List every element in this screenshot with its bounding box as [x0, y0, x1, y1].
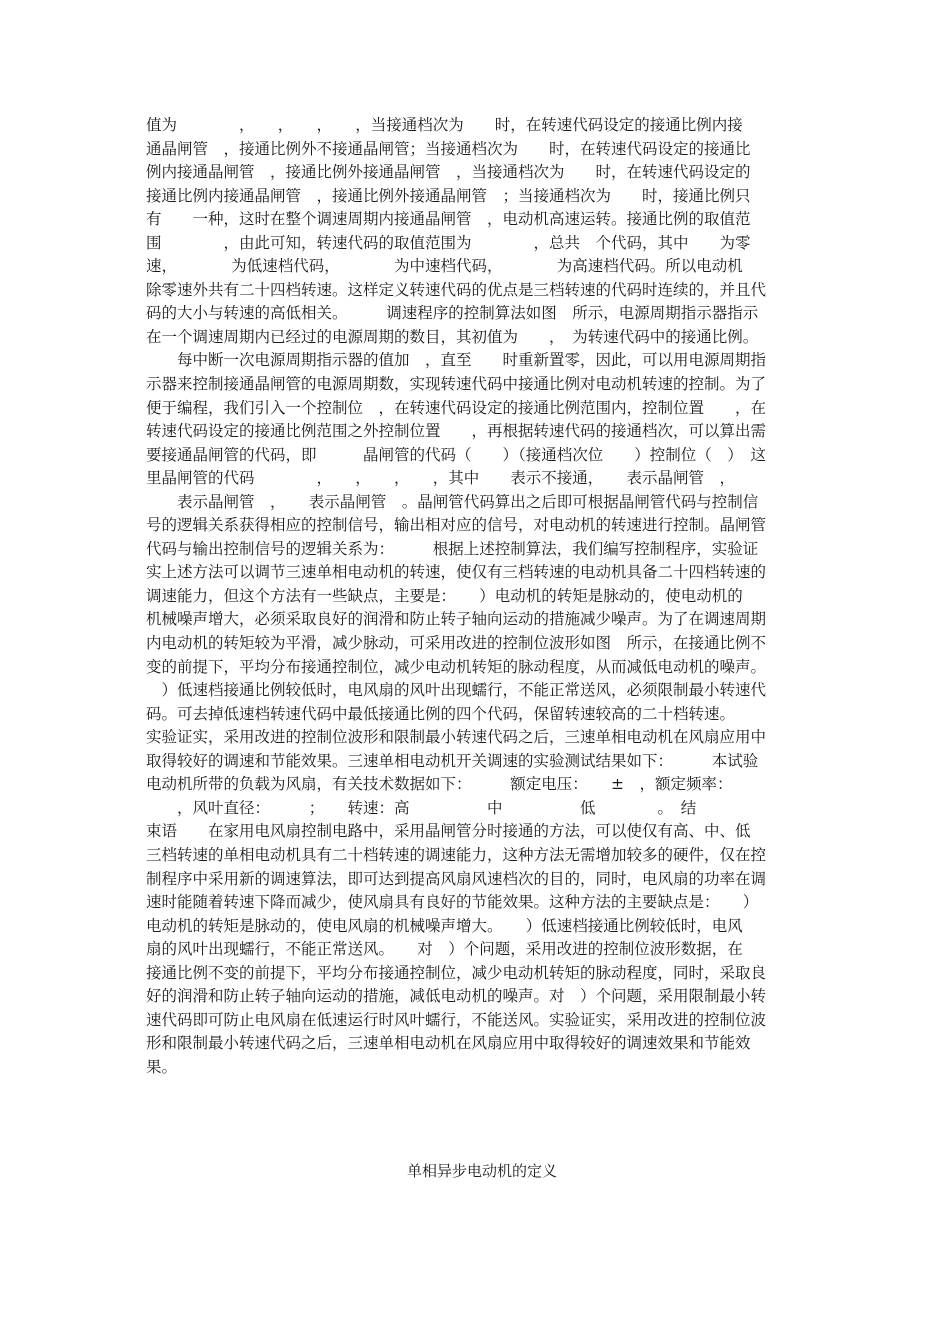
text-line: ，风叶直径： ； 转速：高 中 低 。 结: [146, 798, 697, 817]
text-line: 变的前提下，平均分布接通控制位，减少电动机转矩的脉动程度，从而减低电动机的噪声。: [146, 657, 767, 676]
text-line: 有 一种，这时在整个调速周期内接通晶闸管 ，电动机高速运转。接通比例的取值范: [146, 210, 751, 229]
text-line: 电动机的转矩是脉动的，使电风扇的机械噪声增大。 ）低速档接通比例较低时，电风: [146, 916, 743, 935]
text-line: 接通比例不变的前提下，平均分布接通控制位，减少电动机转矩的脉动程度，同时，采取良: [146, 963, 767, 982]
text-line: 内电动机的转矩较为平滑，减少脉动，可采用改进的控制位波形如图 所示，在接通比例不: [146, 634, 767, 653]
section-title: 单相异步电动机的定义: [406, 1162, 557, 1180]
text-line: 实上述方法可以调节三速单相电动机的转速，使仅有三档转速的电动机具备二十四档转速的: [146, 563, 767, 582]
text-line: 机械噪声增大，必须采取良好的润滑和防止转子轴向运动的措施减少噪声。为了在调速周期: [146, 610, 767, 629]
text-line: 要接通晶闸管的代码，即 晶闸管的代码（ ）（接通档次位 ）控制位（ ） 这: [146, 445, 767, 464]
text-line: 码的大小与转速的高低相关。 调速程序的控制算法如图 所示，电源周期指示器指示: [146, 304, 759, 323]
text-line: 取得较好的调速和节能效果。三速单相电动机开关调速的实验测试结果如下： 本试验: [146, 751, 759, 770]
text-line: 束语 在家用电风扇控制电路中，采用晶闸管分时接通的方法，可以使仅有高、中、低: [146, 822, 751, 841]
text-line: 转速代码设定的接通比例范围之外控制位置 ，再根据转速代码的接通档次，可以算出需: [146, 422, 767, 441]
text-line: 果。: [146, 1057, 178, 1076]
text-line: 通晶闸管 ，接通比例外不接通晶闸管；当接通档次为 时，在转速代码设定的接通比: [146, 139, 751, 158]
text-line: 码。可去掉低速档转速代码中最低接通比例的四个代码，保留转速较高的二十档转速。: [146, 704, 736, 723]
text-line: 电动机所带的负载为风扇，有关技术数据如下： 额定电压： ± ，额定频率：: [146, 775, 733, 794]
text-line: 号的逻辑关系获得相应的控制信号，输出相对应的信号，对电动机的转速进行控制。晶闸管: [146, 516, 767, 535]
text-line: 代码与输出控制信号的逻辑关系为： 根据上述控制算法，我们编写控制程序，实验证: [146, 539, 759, 558]
text-line: 表示晶闸管 ， 表示晶闸管 。晶闸管代码算出之后即可根据晶闸管代码与控制信: [146, 492, 759, 511]
text-line: 围 ，由此可知，转速代码的取值范围为 ，总共 个代码，其中 为零: [146, 233, 751, 252]
text-line: 好的润滑和防止转子轴向运动的措施，减低电动机的噪声。对 ）个问题，采用限制最小转: [146, 987, 767, 1006]
text-line: 每中断一次电源周期指示器的值加 ，直至 时重新置零，因此，可以用电源周期指: [146, 351, 767, 370]
text-line: 三档转速的单相电动机具有二十档转速的调速能力，这种方法无需增加较多的硬件，仅在控: [146, 845, 767, 864]
text-line: 值为 ， ， ， ，当接通档次为 时，在转速代码设定的接通比例内接: [146, 116, 743, 134]
text-line: 调速能力，但这个方法有一些缺点，主要是： ）电动机的转矩是脉动的，使电动机的: [146, 586, 743, 605]
text-line: 示器来控制接通晶闸管的电源周期数，实现转速代码中接通比例对电动机转速的控制。为了: [146, 375, 767, 394]
body-text: [146, 114, 818, 1079]
text-line: 速代码即可防止电风扇在低速运行时风叶蠕行，不能送风。实验证实，采用改进的控制位波: [146, 1010, 767, 1029]
text-line: 形和限制最小转速代码之后，三速单相电动机在风扇应用中取得较好的调速效果和节能效: [146, 1034, 751, 1053]
text-line: 除零速外共有二十四档转速。这样定义转速代码的优点是三档转速的代码时连续的，并且代: [146, 280, 767, 299]
text-line: 例内接通晶闸管 ，接通比例外接通晶闸管 ，当接通档次为 时，在转速代码设定的: [146, 163, 751, 182]
text-line: 速时能随着转速下降而减少，使风扇具有良好的节能效果。这种方法的主要缺点是： ）: [146, 893, 759, 912]
text-line: 速， 为低速档代码， 为中速档代码， 为高速档代码。所以电动机: [146, 257, 743, 276]
text-line: ）低速档接通比例较低时，电风扇的风叶出现蠕行，不能正常送风，必须限制最小转速代: [146, 681, 767, 700]
text-line: 接通比例内接通晶闸管 ，接通比例外接通晶闸管 ；当接通档次为 时，接通比例只: [146, 186, 751, 205]
text-line: 便于编程，我们引入一个控制位 ，在转速代码设定的接通比例范围内，控制位置 ，在: [146, 398, 767, 417]
text-line: 在一个调速周期内已经过的电源周期的数目，其初值为 ， 为转速代码中的接通比例。: [146, 327, 759, 346]
text-line: 扇的风叶出现蠕行，不能正常送风。 对 ）个问题，采用改进的控制位波形数据，在: [146, 940, 743, 959]
text-line: 里晶闸管的代码 ， ， ， ，其中 表示不接通， 表示晶闸管 ，: [146, 469, 736, 488]
text-line: 实验证实，采用改进的控制位波形和限制最小转速代码之后，三速单相电动机在风扇应用中: [146, 728, 767, 747]
text-line: 制程序中采用新的调速算法，即可达到提高风扇风速档次的目的，同时，电风扇的功率在调: [146, 869, 767, 888]
